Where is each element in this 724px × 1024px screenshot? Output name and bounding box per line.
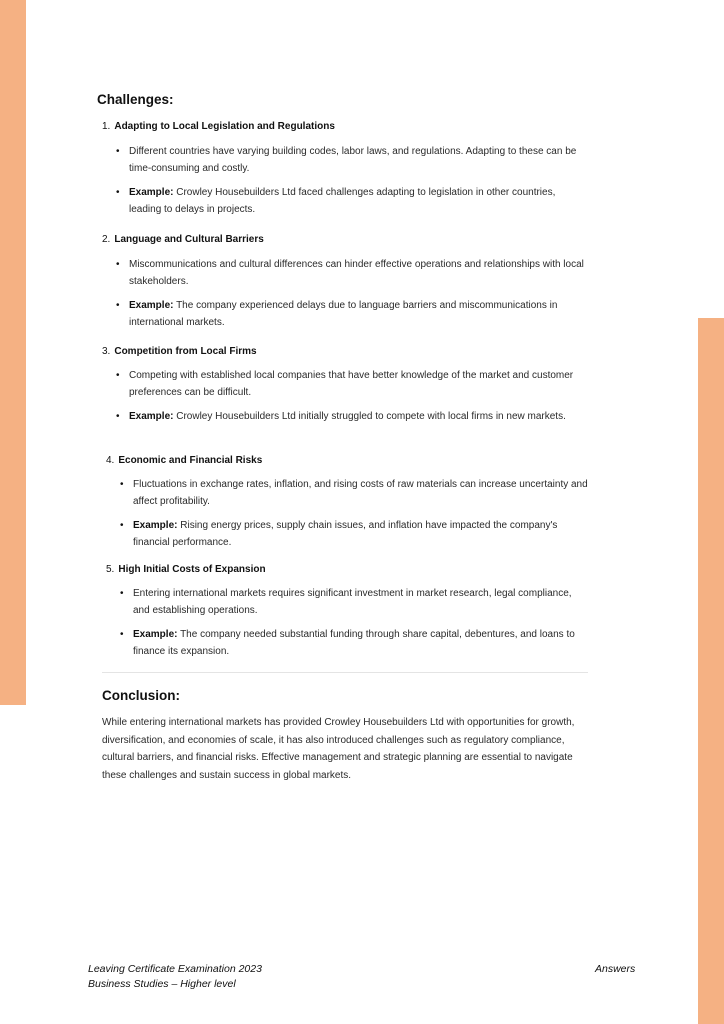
footer-subject-line: Business Studies – Higher level [88, 978, 236, 990]
bullet-text: Entering international markets requires significant investment in market research, legal compliance, and establishing operations. [133, 588, 572, 616]
left-accent-bar [0, 0, 26, 705]
challenge-number: 3. [102, 346, 111, 357]
bullet-dot: • [116, 411, 120, 422]
challenge-bullet [120, 585, 585, 619]
challenge-number: 1. [102, 121, 111, 132]
challenge-item [106, 454, 606, 548]
challenge-example [120, 626, 585, 660]
bullet-text: Competing with established local companies that have better knowledge of the market and customer preferences can be difficult. [129, 370, 574, 398]
challenge-title-text: Language and Cultural Barriers [114, 234, 264, 245]
bullet-text: Fluctuations in exchange rates, inflation, and rising costs of raw materials can increase uncertainty and affect profitability. [133, 479, 588, 507]
challenge-item [102, 120, 602, 215]
example-label: Example: [133, 520, 178, 531]
footer-exam-line: Leaving Certificate Examination 2023 [88, 963, 262, 975]
bullet-text: Different countries have varying building codes, labor laws, and regulations. Adapting to these can be time-consuming and costly. [129, 146, 577, 174]
challenge-title [102, 233, 602, 247]
example-text: Crowley Housebuilders Ltd initially struggled to compete with local firms in new markets. [176, 411, 566, 422]
challenge-title-text: Economic and Financial Risks [118, 455, 263, 466]
challenge-bullet [116, 367, 601, 401]
example-label: Example: [129, 187, 174, 198]
bullet-dot: • [116, 300, 120, 311]
right-accent-bar [698, 318, 724, 1024]
bullet-dot: • [116, 146, 120, 157]
footer-exam-info [88, 962, 262, 992]
challenge-number: 4. [106, 455, 115, 466]
bullet-dot: • [116, 370, 120, 381]
challenge-title-text: Competition from Local Firms [114, 346, 257, 357]
challenge-title-text: Adapting to Local Legislation and Regulations [114, 121, 335, 132]
example-label: Example: [129, 300, 174, 311]
challenge-title-text: High Initial Costs of Expansion [118, 564, 266, 575]
bullet-dot: • [120, 479, 124, 490]
example-label: Example: [129, 411, 174, 422]
challenge-item [106, 563, 606, 657]
challenge-title [106, 563, 606, 577]
example-text: Crowley Housebuilders Ltd faced challenges adapting to legislation in other countries, leading to delays in projects. [129, 187, 556, 215]
challenge-example [116, 297, 581, 331]
challenge-title [102, 120, 602, 134]
challenge-example [116, 184, 579, 218]
example-text: Rising energy prices, supply chain issues, and inflation have impacted the company's financial performance. [133, 520, 558, 548]
bullet-dot: • [116, 187, 120, 198]
challenge-number: 5. [106, 564, 115, 575]
example-label: Example: [133, 629, 178, 640]
challenge-example [120, 517, 573, 551]
challenge-bullet [116, 143, 601, 177]
bullet-dot: • [116, 259, 120, 270]
bullet-text: Miscommunications and cultural differences can hinder effective operations and relationships with local stakeholders. [129, 259, 584, 287]
challenge-example [116, 408, 601, 425]
conclusion-paragraph: While entering international markets has provided Crowley Housebuilders Ltd with opportunities for growth, diversification, and economies of scale, it has also introduced challenges such as regulatory compliance, cultural barriers, and financial risks. Effective management and strategic planning are essential to navigate these challenges and sustain success in global markets. [102, 717, 575, 781]
example-text: The company needed substantial funding through share capital, debentures, and loans to finance its expansion. [133, 629, 575, 657]
bullet-dot: • [120, 629, 124, 640]
challenge-title [102, 345, 602, 359]
bullet-dot: • [120, 588, 124, 599]
example-text: The company experienced delays due to language barriers and miscommunications in international markets. [129, 300, 558, 328]
footer-answers-label: Answers [595, 963, 636, 975]
challenge-item [102, 345, 602, 422]
challenge-bullet [116, 256, 591, 290]
challenge-title [106, 454, 606, 468]
challenge-number: 2. [102, 234, 111, 245]
challenge-item [102, 233, 602, 328]
conclusion-heading: Conclusion: [102, 688, 180, 703]
bullet-dot: • [120, 520, 124, 531]
challenge-bullet [120, 476, 595, 510]
challenges-heading: Challenges: [97, 92, 174, 107]
section-divider [102, 672, 588, 673]
